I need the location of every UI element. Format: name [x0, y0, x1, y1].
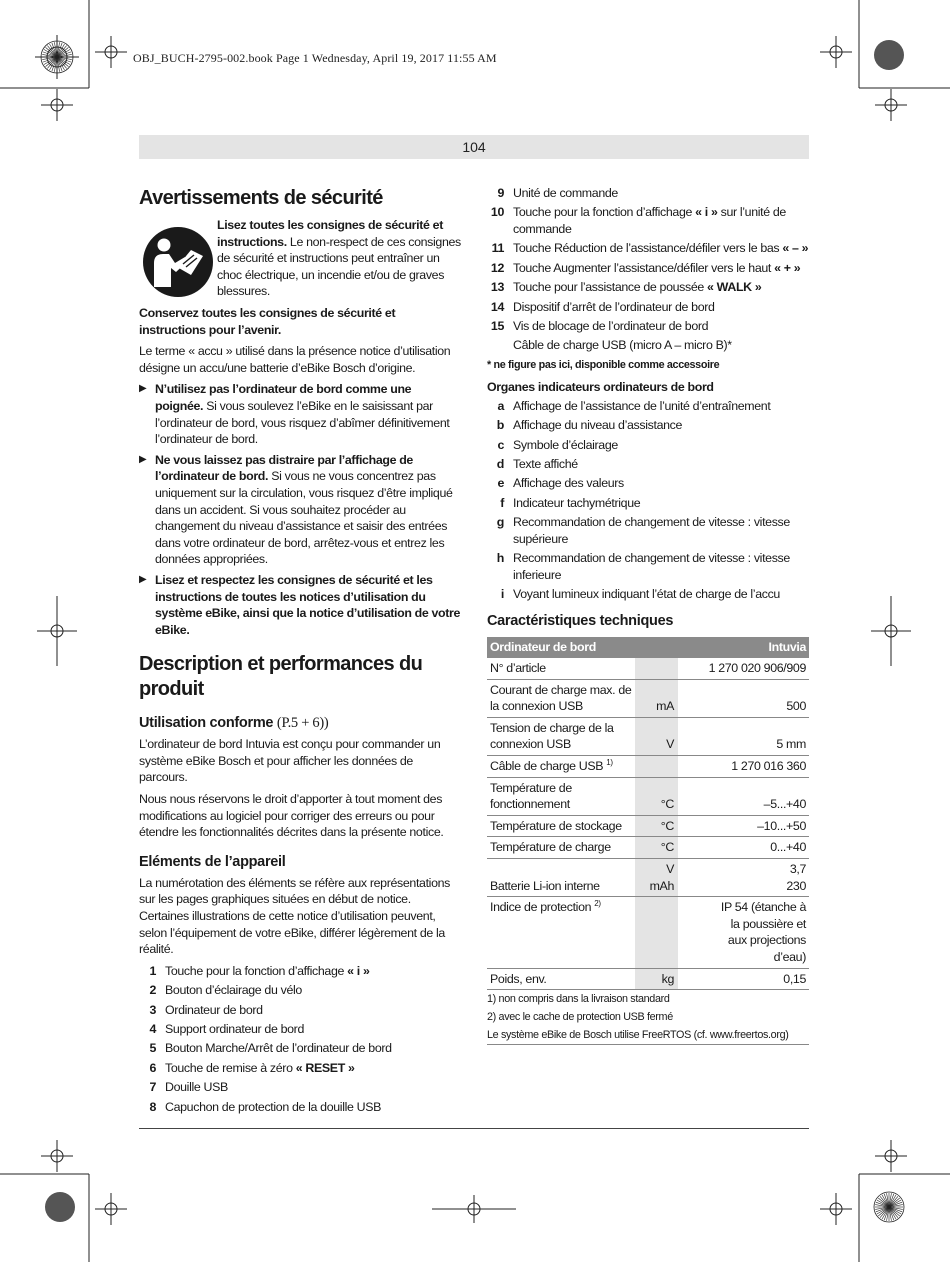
list-item: g Recommandation de changement de vitesse : vitesse supérieure [496, 515, 790, 546]
elements-paragraph: La numérotation des éléments se réfère aux représentations sur les pages graphiques situées en début de notice. Certaines illustrations de cette notice d’utilisation peuvent, selon l’équipement de votre eBike, différer légèrement de la réalité. [139, 875, 450, 957]
spec-value: IP 54 (étanche à la poussière et aux projections d’eau) [678, 897, 809, 968]
list-item: 10 Touche pour la fonction d’affichage « i » sur l’unité de commande [490, 205, 786, 236]
spec-value: 500 [678, 679, 809, 717]
spec-unit: mA [635, 679, 678, 717]
list-item: d Texte affiché [496, 457, 578, 472]
elements-list-right [487, 185, 809, 354]
table-row [487, 658, 809, 679]
list-item: 6 Touche de remise à zéro « RESET » [149, 1060, 355, 1075]
table-row [487, 679, 809, 717]
list-item: 15 Vis de blocage de l’ordinateur de bord [490, 318, 709, 333]
usage-paragraph-2: Nous nous réservons le droit d’apporter à tout moment des modifications au logiciel pour corriger des erreurs ou pour étendre les fonctionnalités décrites dans la présente notice. [139, 792, 444, 840]
spec-label: Température de fonctionnement [487, 777, 635, 815]
indicators-list [487, 398, 809, 603]
safety-bullet: ▶ Ne vous laissez pas distraire par l’affichage de l’ordinateur de bord. Si vous ne vous concentrez pas uniquement sur la circulation, vous risquez d’être impliqué dans un accident. Si vous souhaitez procéder au changement du niveau d’assistance et saisir des entrées dans votre ordinateur de bord, arrêtez-vous et entrez les données appropriées. [139, 452, 453, 567]
list-item: c Symbole d’éclairage [497, 437, 618, 452]
safety-keep: Conservez toutes les consignes de sécurité et instructions pour l’avenir. [139, 306, 396, 337]
spec-unit [635, 755, 678, 777]
list-item: 9 Unité de commande [497, 186, 618, 200]
register-target-bottom-right [875, 1140, 907, 1172]
spec-label: Indice de protection $^{2)}$ [487, 897, 635, 968]
list-item: 11 Touche Réduction de l’assistance/défiler vers le bas « – » [491, 241, 809, 256]
spec-unit: °C [635, 815, 678, 837]
specs-title: Caractéristiques techniques [487, 612, 674, 629]
list-item: 5 Bouton Marche/Arrêt de l’ordinateur de bord [149, 1041, 392, 1056]
safety-bullet: ▶ N’utilisez pas l’ordinateur de bord comme une poignée. Si vous soulevez l’eBike en le saisissant par l’ordinateur de bord, vous risquez d’abîmer définitivement l’ordinateur de bord. [139, 382, 450, 447]
list-item: 12 Touche Augmenter l’assistance/défiler vers le haut « + » [490, 260, 801, 275]
accessory-footnote: * ne figure pas ici, disponible comme accessoire [487, 358, 720, 371]
list-item: 2 Bouton d’éclairage du vélo [149, 983, 302, 998]
table-row [487, 968, 809, 990]
register-target-right-middle [871, 596, 911, 666]
spec-label: Température de charge [487, 837, 635, 859]
description-title: Description et performances du produit [139, 653, 423, 701]
right-column [487, 185, 809, 1045]
left-column [139, 186, 461, 1118]
spec-value: 1 270 020 906/909 [678, 658, 809, 679]
spec-label: Tension de charge de la connexion USB [487, 717, 635, 755]
register-target-mid-right [875, 89, 907, 121]
register-target-left-middle [37, 596, 77, 666]
register-target-bottom-1 [95, 1193, 127, 1225]
spec-unit: kg [635, 968, 678, 990]
register-target-top-1 [95, 36, 127, 68]
register-target-bottom-left [41, 1140, 73, 1172]
specs-header-value: Intuvia [678, 637, 809, 658]
usage-title: Utilisation conforme (P.5 + 6)) [139, 715, 329, 732]
list-item: 1 Touche pour la fonction d’affichage « i » [149, 963, 370, 978]
register-target-bottom-center [432, 1195, 516, 1223]
specs-footnote: 1) non compris dans la livraison standard [487, 993, 670, 1006]
triangle-bullet-icon: ▶ [139, 573, 147, 585]
table-row [487, 755, 809, 777]
spec-label: Câble de charge USB $^{1)}$ [487, 755, 635, 777]
safety-intro-text: Lisez toutes les consignes de sécurité et instructions. Le non-respect de ces consignes de sécurité et instructions peut entraîner un choc électrique, un incendie et/ou de graves blessures. [217, 218, 461, 299]
read-manual-icon [139, 223, 217, 301]
spec-label: Température de stockage [487, 815, 635, 837]
spec-unit: V [635, 717, 678, 755]
list-item: 14 Dispositif d’arrêt de l’ordinateur de bord [490, 299, 715, 314]
table-row [487, 897, 809, 968]
spec-value: –5...+40 [678, 777, 809, 815]
spec-value: 3,7 230 [678, 858, 809, 896]
table-row [487, 815, 809, 837]
spec-unit [635, 658, 678, 679]
register-target-mid-left [41, 89, 73, 121]
bottom-rule [139, 1128, 809, 1129]
table-row [487, 837, 809, 859]
spec-value: 0...+40 [678, 837, 809, 859]
color-dot-top-right [874, 40, 904, 70]
list-item: h Recommandation de changement de vitesse : vitesse inferieure [496, 551, 790, 582]
spec-value: 0,15 [678, 968, 809, 990]
specs-header-row [487, 637, 809, 658]
specs-body [487, 658, 809, 990]
spec-unit: V mAh [635, 858, 678, 896]
list-item: e Affichage des valeurs [497, 476, 624, 491]
table-row [487, 858, 809, 896]
spec-value: –10...+50 [678, 815, 809, 837]
list-item: 8 Capuchon de protection de la douille USB [149, 1099, 382, 1114]
spec-unit: °C [635, 837, 678, 859]
spec-label: N° d’article [487, 658, 635, 679]
list-item: 4 Support ordinateur de bord [149, 1021, 305, 1036]
spec-unit: °C [635, 777, 678, 815]
list-item: f Indicateur tachymétrique [500, 495, 641, 510]
list-item: 13 Touche pour l’assistance de poussée « WALK » [490, 280, 762, 295]
spec-label: Batterie Li-ion interne [487, 858, 635, 896]
specs-table [487, 637, 809, 990]
list-item: a Affichage de l’assistance de l’unité d’entraînement [497, 398, 771, 413]
table-row [487, 777, 809, 815]
elements-list-left [139, 963, 461, 1115]
starburst-rays-bottom-right [875, 1193, 903, 1221]
indicators-title: Organes indicateurs ordinateurs de bord [487, 380, 714, 395]
list-item: i Voyant lumineux indiquant l’état de charge de l’accu [500, 587, 780, 602]
list-item: 3 Ordinateur de bord [149, 1002, 263, 1017]
spec-unit [635, 897, 678, 968]
register-target-bottom-right-2 [820, 1193, 852, 1225]
safety-bullet: ▶ Lisez et respectez les consignes de sécurité et les instructions de toutes les notices d’utilisation du système eBike, ainsi que la notice d’utilisation de votre eBike. [139, 572, 461, 637]
page-number: 104 [139, 135, 809, 159]
spec-value: 5 mm [678, 717, 809, 755]
starburst-rays-top-left [42, 42, 72, 72]
color-dot-bottom-left [45, 1192, 75, 1222]
safety-intro [139, 217, 461, 301]
safety-title: Avertissements de sécurité [139, 187, 383, 209]
list-item: Câble de charge USB (micro A – micro B)* [513, 338, 732, 353]
spec-value: 1 270 016 360 [678, 755, 809, 777]
list-item: b Affichage du niveau d’assistance [496, 418, 683, 433]
elements-title: Eléments de l’appareil [139, 853, 286, 870]
spec-label: Courant de charge max. de la connexion USB [487, 679, 635, 717]
usage-paragraph-1: L’ordinateur de bord Intuvia est conçu pour commander un système eBike Bosch et pour afficher les données de parcours. [139, 737, 441, 785]
register-target-top-right [820, 36, 852, 68]
table-row [487, 717, 809, 755]
triangle-bullet-icon: ▶ [139, 453, 147, 465]
safety-term: Le terme « accu » utilisé dans la présence notice d’utilisation désigne un accu/une batterie d’eBike Bosch d’origine. [139, 344, 451, 375]
specs-footnote: 2) avec le cache de protection USB fermé [487, 1011, 673, 1024]
print-header: OBJ_BUCH-2795-002.book Page 1 Wednesday, April 19, 2017 11:55 AM [133, 51, 497, 65]
specs-footnote: Le système eBike de Bosch utilise FreeRTOS (cf. www.freertos.org) [487, 1026, 809, 1045]
spec-label: Poids, env. [487, 968, 635, 990]
specs-header-label: Ordinateur de bord [487, 637, 678, 658]
list-item: 7 Douille USB [149, 1080, 228, 1095]
triangle-bullet-icon: ▶ [139, 383, 147, 395]
